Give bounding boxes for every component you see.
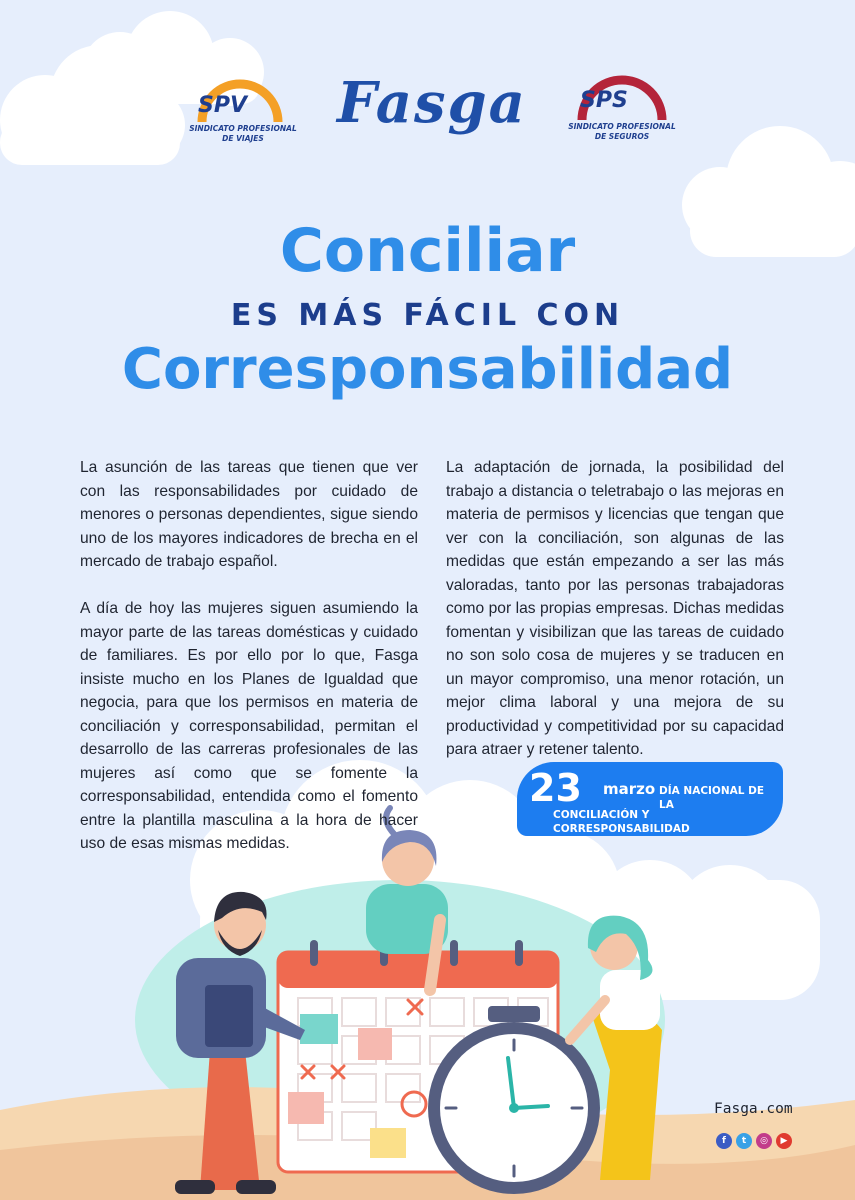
date-badge bbox=[517, 762, 783, 836]
spv-subtitle-line1: SINDICATO PROFESIONAL bbox=[189, 124, 297, 133]
body-column-right bbox=[446, 456, 784, 762]
badge-month: marzo bbox=[603, 780, 656, 798]
headline-corresponsabilidad: Corresponsabilidad bbox=[121, 337, 734, 402]
youtube-icon[interactable]: ▶ bbox=[776, 1133, 792, 1149]
facebook-icon[interactable]: f bbox=[716, 1133, 732, 1149]
sps-logo-subtitle bbox=[566, 122, 678, 142]
spv-logo-mark: SPV bbox=[198, 93, 247, 118]
sps-logo-mark: SPS bbox=[580, 88, 628, 113]
body-paragraph: La asunción de las tareas que tienen que ver con las responsabilidades por cuidado de menores o personas dependientes, sigue siendo uno de los mayores indicadores de brecha en el mercado de trabajo español. bbox=[80, 459, 418, 570]
spv-subtitle-line2: DE VIAJES bbox=[222, 134, 264, 143]
twitter-icon[interactable]: t bbox=[736, 1133, 752, 1149]
social-links bbox=[716, 1133, 792, 1151]
sps-logo bbox=[566, 74, 678, 146]
body-paragraph: A día de hoy las mujeres siguen asumiendo la mayor parte de las tareas domésticas y cuidado de familiares. Es por ello por lo que, Fasga insiste mucho en los Planes de Igualdad que negocia, para que los permisos en materia de conciliación y corresponsabilidad, permitan el desarrollo de las carreras profesionales de las mujeres así como que se fomente la corresponsabilidad, entendida como el fomento entre la plantilla masculina a la hora de hacer uso de esas mismas medidas. bbox=[80, 600, 418, 852]
fasga-logo: Fasga bbox=[337, 70, 527, 136]
spv-logo-subtitle bbox=[188, 124, 298, 144]
body-column-left bbox=[80, 456, 418, 856]
sps-subtitle-line1: SINDICATO PROFESIONAL bbox=[568, 122, 676, 131]
sps-subtitle-line2: DE SEGUROS bbox=[594, 132, 650, 141]
instagram-icon[interactable]: ◎ bbox=[756, 1133, 772, 1149]
badge-line2: CONCILIACIÓN Y CORRESPONSABILIDAD bbox=[553, 809, 690, 835]
body-paragraph: La adaptación de jornada, la posibilidad del trabajo a distancia o teletrabajo o las mejoras en materia de permisos y licencias que tengan que ver con la conciliación, son algunas de las medidas que están empezando a ser las más valoradas, tanto por las personas trabajadoras como por las propias empresas. Dichas medidas fomentan y visibilizan que las tareas de cuidado no son solo cosa de mujeres y se traducen en un mayor compromiso, una menor rotación, un mejor clima laboral y una mejora de su productividad y competitividad por su capacidad para atraer y retener talento. bbox=[446, 459, 784, 758]
website-link[interactable]: Fasga.com bbox=[714, 1101, 793, 1117]
spv-logo bbox=[188, 78, 298, 148]
badge-line1: DÍA NACIONAL DE LA bbox=[659, 785, 765, 811]
headline-conciliar: Conciliar bbox=[279, 216, 576, 286]
badge-day: 23 bbox=[529, 766, 582, 810]
headline-connector: ES MÁS FÁCIL CON bbox=[230, 298, 625, 333]
